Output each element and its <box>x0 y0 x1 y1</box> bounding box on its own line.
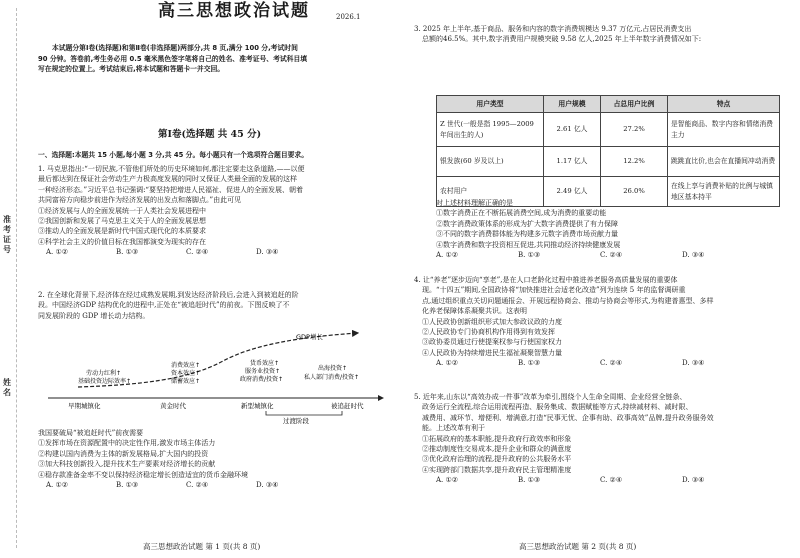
section-title: 第Ⅰ卷(选择题 共 45 分) <box>158 129 262 140</box>
gdp-curve-label: GDP增长 <box>296 333 323 341</box>
option-c: C. ②④ <box>186 248 209 257</box>
option-b: B. ①③ <box>116 481 139 490</box>
table-row: 农村用户 2.49 亿人 26.0% 在线上享与消费补贴的比例与城镇地区基本持平 <box>437 177 780 207</box>
table-row: Z 世代(一般是指 1995—2009年间出生的人) 2.61 亿人 27.2% 是智能商品、数字内容和情绪消费主力 <box>437 113 780 147</box>
g2-line1: 消费效应↑ <box>171 362 201 369</box>
table-header: 用户类型 用户规模 占总用户比例 特点 <box>437 96 780 113</box>
option-b: B. ①③ <box>518 476 541 485</box>
exam-date: 2026.1 <box>336 13 361 21</box>
g1-line2: 基础投资边际效率↑ <box>78 378 132 385</box>
table-row: 银发族(60 岁及以上) 1.17 亿人 12.2% 跳跳直比价,也会在直播间冲动消费 <box>437 147 780 177</box>
question-3: 3. 2025 年上半年,基于商品、服务和内容的数字消费规模达 9.37 万亿元,占居民消费支出 总额的46.5%。其中,数字消费用户规模突破 9.58 亿人,2025 年上半年数字消费情况如下: <box>414 25 702 44</box>
option-d: D. ③④ <box>682 476 705 485</box>
g3-line3: 政府消费/投资↑ <box>240 376 284 383</box>
option-b: B. ①③ <box>518 251 541 260</box>
exam-title: 高三思想政治试题 <box>158 1 310 21</box>
option-c: C. ②④ <box>186 481 209 490</box>
g3-line2: 服务业投资↑ <box>245 368 281 375</box>
q4-options <box>414 358 786 368</box>
g4-line1: 出海投资↑ <box>318 365 348 372</box>
question-3-options: 对上述材料理解正确的是 ①数字消费正在不断拓展消费空间,成为消费的重要动能 ②数字消费政策体系的形成为扩大数字消费提供了有力保障 ③不同的数字消费群体能为构建多元数字消费市场贡献力量 ④数字消费和数字投资相互促进,共同推动经济持续健康发展 A. ①② B. ①③ C. ②④ D. ③④ <box>414 198 800 260</box>
option-c: C. ②④ <box>600 251 623 260</box>
q1-options <box>38 247 393 257</box>
q5-options <box>414 475 786 485</box>
q3-options <box>436 250 800 260</box>
transition-label: 过渡阶段 <box>283 417 309 425</box>
option-d: D. ③④ <box>256 481 279 490</box>
stage-1: 早期城镇化 <box>68 402 101 410</box>
stage-4: 被追赶时代 <box>331 402 364 410</box>
option-d: D. ③④ <box>256 248 279 257</box>
option-a: A. ①② <box>436 359 459 368</box>
option-b: B. ①③ <box>518 359 541 368</box>
g2-line2: 资本效应↑ <box>171 370 201 377</box>
name-label: 姓名 <box>3 378 11 397</box>
option-c: C. ②④ <box>600 359 623 368</box>
gdp-growth-diagram <box>38 325 393 425</box>
section-instructions: 一、选择题:本题共 15 小题,每小题 3 分,共 45 分。每小题只有一个选项符合题目要求。 <box>38 151 309 159</box>
option-a: A. ①② <box>46 481 69 490</box>
g4-line2: 私人部门消费/投资↑ <box>304 374 360 381</box>
transition-bracket <box>266 411 342 415</box>
binding-line <box>16 8 17 548</box>
page-2-footer: 高三思想政治试题 第 2 页(共 8 页) <box>519 542 637 551</box>
option-a: A. ①② <box>46 248 69 257</box>
question-2: 2. 在全球化背景下,经济体在经过成熟发展期,到发达经济阶段后,会进入到被追赶的阶 段。中国经济GDP 结构优化的进程中,正处在“被追赶时代”的前夜。下图反映了不 同发展阶段的 GDP 增长动力结构。 <box>38 291 299 320</box>
g3-line1: 货币效应↑ <box>250 360 280 367</box>
stage-3: 新型城镇化 <box>241 402 274 410</box>
question-2-options: 我国要破局“被追赶时代”前夜需要 ①发挥市场在资源配置中的决定性作用,激发市场主体活力 ②构建以国内消费为主体的新发展格局,扩大国内的投资 ③加大科技创新投入,提升技术生产要素对经济增长的贡献 ④稳存款准备金率不变以保持经济稳定增长创造适宜的货币金融环境 A. ①② B. ①③ C. ②④ D. ③④ <box>38 428 393 490</box>
question-5: 5. 近年来,山东以“高效办成一件事”改革为牵引,围绕个人生命全周期、企业经营全链条、 政务运行全流程,综合运用流程再造、服务集成、数据赋能等方式,持续减材料、减时限、 减费用、减环节、增便利、增满意,打造“民事无忧、企事有助、政事高效”品牌,提升政务服务效 能。上述改革有利于 ①拓展政府的基本职能,提升政府行政效率和形象 ②推动制度性交易成本,提升企业和群众的满意度 ③优化政府治理的流程,提升政府的公共服务水平 ④实现跨部门数据共享,提升政府民主管理精准度 A. ①② B. ①③ C. ②④ D. ③④ <box>414 392 786 486</box>
option-a: A. ①② <box>436 476 459 485</box>
consumer-table <box>436 95 780 207</box>
option-b: B. ①③ <box>116 248 139 257</box>
option-a: A. ①② <box>436 251 459 260</box>
page-1-footer: 高三思想政治试题 第 1 页(共 8 页) <box>143 542 261 551</box>
exam-intro: 本试题分第Ⅰ卷(选择题)和第Ⅱ卷(非选择题)两部分,共 8 页,满分 100 分,考试时间 90 分钟。答卷前,考生务必用 0.5 毫米黑色签字笔将自己的姓名、准考证号、考试科目填 写在规定的位置上。考试结束后,将本试题和答题卡一并交回。 <box>38 44 308 74</box>
g1-line1: 劳动力红利↑ <box>86 370 122 377</box>
question-4: 4. 让“养老”逐步迈向“享老”,是在人口老龄化过程中推进养老服务高质量发展的重要体 现。“十四五”期间,全国政协将“加快推进社会适老化改造”列为连续 5 年的监督调研重 点,通过组织重点关切问题通报会、开展远程协商会、推动与协商会等形式,为构建普惠型、多样 化养老保障体系凝聚共识。这表明 ①人民政协创新组织形式加大参政议政的力度 ②人民政协专门协商机构作用得到有效发挥 ③政协委员通过行使提案权参与行使国家权力 ④人民政协为持续增进民生福祉凝聚智慧力量 A. ①② B. ①③ C. ②④ D. ③④ <box>414 275 786 369</box>
q2-options <box>38 480 393 490</box>
stage-2: 黄金时代 <box>160 402 186 410</box>
option-d: D. ③④ <box>682 251 705 260</box>
option-d: D. ③④ <box>682 359 705 368</box>
question-1: 1. 马克思指出:“一切民族,不管他们所处的历史环境如何,都注定要走这条道路,——以便 最后都达到在保证社会劳动生产力极高度发展的同时又保证人类最全面的发展的这样 一种经济形态。”习近平总书记强调:“要坚持把增进人民福祉、促进人的全面发展、朝着 共同富裕方向稳步前进作为经济发展的出发点和落脚点。”由此可见 ①经济发展与人的全面发展统一于人类社会发展进程中 ②我国创新和发展了马克思主义关于人的全面发展思想 ③推动人的全面发展是新时代中国式现代化的本质要求 ④科学社会主义的价值目标在我国都演变为现实的存在 A. ①② B. ①③ C. ②④ D. ③④ <box>38 164 393 258</box>
option-c: C. ②④ <box>600 476 623 485</box>
seat-number-label: 准考证号 <box>3 215 11 254</box>
g2-line3: 储蓄效应↑ <box>171 378 201 385</box>
